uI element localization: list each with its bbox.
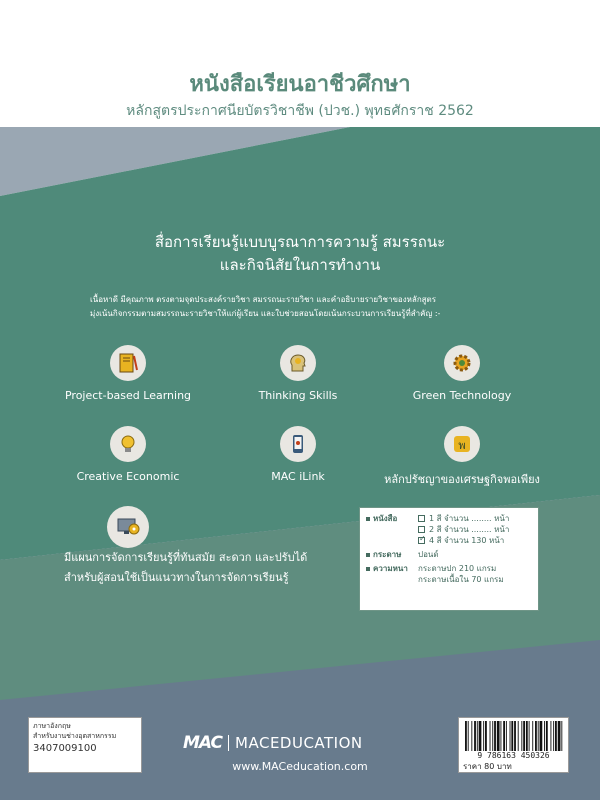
notebook-pencil-icon	[110, 345, 146, 381]
subject-line1: ภาษาอังกฤษ	[33, 722, 71, 730]
logo-divider	[228, 735, 229, 751]
plan-text	[64, 548, 354, 588]
mac-logo-mark: MAC	[183, 733, 223, 753]
spec-thickness-label: ความหนา	[373, 564, 408, 573]
description-line1: เนื้อหาดี มีคุณภาพ ตรงตามจุดประสงค์รายวิชา สมรรถนะรายวิชา และคำอธิบายรายวิชาของหลักสูตร	[90, 295, 437, 304]
spec-color-4: 4 สี จำนวน 130 หน้า	[429, 536, 505, 545]
checkbox-2-color	[418, 526, 425, 533]
intro-heading	[0, 231, 600, 277]
description-line2: มุ่งเน้นกิจกรรมตามสมรรถนะรายวิชาให้แก่ผู้เรียน และใบช่วยสอนโดยเน้นกระบวนการเรียนรู้ที่สำคัญ :-	[90, 309, 441, 318]
spec-thickness-inner: กระดาษเนื้อใน 70 แกรม	[418, 575, 504, 584]
book-spec-box	[359, 507, 539, 611]
plan-line2: สำหรับผู้สอนใช้เป็นแนวทางในการจัดการเรียนรู้	[64, 571, 289, 584]
barcode-number: 9 786163 450326	[477, 751, 550, 760]
feature-project-based-learning	[48, 345, 208, 402]
brain-head-icon	[280, 345, 316, 381]
bullet-icon	[366, 517, 370, 521]
subject-code: 3407009100	[33, 743, 97, 754]
publisher-logo	[183, 733, 393, 753]
spec-row-paper	[366, 549, 532, 560]
feature-creative-economic	[48, 426, 208, 483]
feature-label: Creative Economic	[76, 470, 180, 483]
feature-label: หลักปรัชญาของเศรษฐกิจพอเพียง	[384, 473, 540, 486]
feature-label: MAC iLink	[271, 470, 325, 483]
computer-disc-icon	[107, 506, 149, 548]
spec-paper-label: กระดาษ	[373, 550, 402, 559]
spec-color-2: 2 สี จำนวน ........ หน้า	[429, 525, 510, 534]
intro-heading-line2: และกิจนิสัยในการทำงาน	[219, 256, 381, 274]
smartphone-icon	[280, 426, 316, 462]
spec-pages-label: หนังสือ	[373, 514, 398, 523]
barcode-icon	[463, 721, 564, 751]
sufficiency-emblem-icon	[444, 426, 480, 462]
book-subtitle: หลักสูตรประกาศนียบัตรวิชาชีพ (ปวช.) พุทธศักราช 2562	[126, 103, 474, 119]
feature-mac-ilink	[218, 426, 378, 483]
intro-description	[90, 293, 520, 321]
book-title: หนังสือเรียนอาชีวศึกษา	[189, 72, 411, 97]
publisher-name: MACEDUCATION	[235, 734, 363, 752]
lightbulb-icon	[110, 426, 146, 462]
price-label: ราคา 80 บาท	[463, 762, 512, 771]
feature-sufficiency-economy	[382, 426, 542, 488]
svg-text:พ: พ	[458, 439, 466, 452]
spec-row-thickness-inner	[366, 574, 532, 585]
publisher-website: www.MACeducation.com	[232, 760, 368, 773]
checkbox-1-color	[418, 515, 425, 522]
feature-label: Thinking Skills	[258, 389, 338, 402]
feature-label: Green Technology	[412, 389, 512, 402]
bullet-icon	[366, 553, 370, 557]
feature-green-technology	[382, 345, 542, 402]
spec-thickness-cover: กระดาษปก 210 แกรม	[418, 564, 497, 573]
checkbox-4-color-checked	[418, 537, 425, 544]
spec-row-color-4	[366, 535, 532, 546]
green-gear-icon	[444, 345, 480, 381]
spec-paper-value: ปอนด์	[418, 550, 439, 559]
plan-line1: มีแผนการจัดการเรียนรู้ที่ทันสมัย สะดวก และปรับได้	[64, 551, 308, 564]
spec-color-1: 1 สี จำนวน ........ หน้า	[429, 514, 510, 523]
bullet-icon	[366, 567, 370, 571]
intro-heading-line1: สื่อการเรียนรู้แบบบูรณาการความรู้ สมรรถนะ	[154, 233, 446, 251]
feature-label: Project-based Learning	[64, 389, 192, 402]
feature-thinking-skills	[218, 345, 378, 402]
subject-line2: สำหรับงานช่างอุตสาหกรรม	[33, 732, 117, 740]
